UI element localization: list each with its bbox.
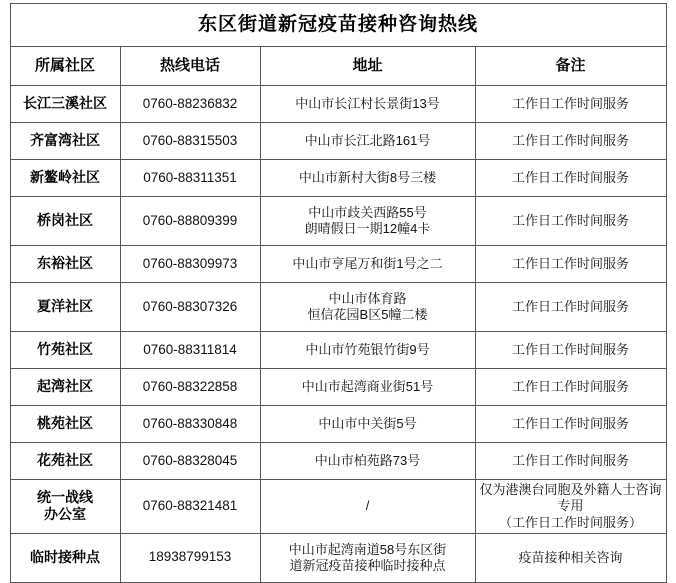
- cell-phone: 0760-88322858: [120, 369, 260, 406]
- address-line: 中山市起湾南道58号东区街: [288, 541, 447, 557]
- cell-community: 桥岗社区: [10, 197, 120, 246]
- column-header-phone: 热线电话: [120, 47, 260, 86]
- cell-address: [260, 123, 475, 160]
- cell-address: [260, 369, 475, 406]
- cell-remark: [475, 480, 666, 534]
- address-line: 中山市长江村长景街13号: [295, 95, 440, 111]
- cell-community: 长江三溪社区: [10, 86, 120, 123]
- address-line: 道新冠疫苗接种临时接种点: [289, 557, 446, 573]
- address-line: 中山市亨尾万和街1号之二: [292, 255, 443, 271]
- cell-community: 花苑社区: [10, 443, 120, 480]
- cell-remark: [475, 197, 666, 246]
- table-row: [10, 197, 666, 246]
- remark-line: 工作日工作时间服务: [512, 169, 630, 185]
- remark-line: 工作日工作时间服务: [512, 415, 630, 431]
- cell-address: [260, 283, 475, 332]
- cell-address: [260, 197, 475, 246]
- cell-phone: 0760-88236832: [120, 86, 260, 123]
- column-header-remark: 备注: [475, 47, 666, 86]
- cell-phone: 0760-88311351: [120, 160, 260, 197]
- hotline-table: [10, 3, 667, 583]
- address-line: 中山市长江北路161号: [304, 132, 431, 148]
- address-line: /: [365, 498, 370, 514]
- address-line: 中山市歧关西路55号: [308, 204, 427, 220]
- cell-address: [260, 533, 475, 582]
- cell-community: 起湾社区: [10, 369, 120, 406]
- address-line: 中山市竹苑银竹街9号: [305, 341, 430, 357]
- column-header-address: 地址: [260, 47, 475, 86]
- remark-line: 工作日工作时间服务: [512, 341, 630, 357]
- address-line: 中山市中关街5号: [318, 415, 417, 431]
- table-row: [10, 332, 666, 369]
- remark-line: 工作日工作时间服务: [512, 378, 630, 394]
- cell-community: 齐富湾社区: [10, 123, 120, 160]
- community-line: 办公室: [44, 506, 86, 523]
- cell-community: 新鳌岭社区: [10, 160, 120, 197]
- cell-community: [10, 480, 120, 534]
- cell-address: [260, 332, 475, 369]
- cell-remark: [475, 283, 666, 332]
- remark-line: 仅为港澳台同胞及外籍人士咨询专用: [479, 482, 662, 514]
- cell-community: 东裕社区: [10, 246, 120, 283]
- cell-phone: 0760-88311814: [120, 332, 260, 369]
- cell-phone: 0760-88330848: [120, 406, 260, 443]
- table-row: [10, 160, 666, 197]
- cell-phone: 0760-88309973: [120, 246, 260, 283]
- title-row: [10, 4, 666, 47]
- cell-address: [260, 480, 475, 534]
- cell-remark: [475, 443, 666, 480]
- table-row: [10, 406, 666, 443]
- cell-phone: 0760-88809399: [120, 197, 260, 246]
- cell-remark: [475, 406, 666, 443]
- cell-remark: [475, 533, 666, 582]
- remark-line: 工作日工作时间服务: [512, 132, 630, 148]
- remark-line: （工作日工作时间服务）: [499, 514, 643, 530]
- table-row: [10, 480, 666, 534]
- table-row: [10, 283, 666, 332]
- remark-line: 工作日工作时间服务: [512, 298, 630, 314]
- table-row: [10, 123, 666, 160]
- cell-remark: [475, 123, 666, 160]
- community-line: 统一战线: [37, 488, 93, 505]
- table-row: [10, 369, 666, 406]
- remark-line: 工作日工作时间服务: [512, 255, 630, 271]
- address-line: 中山市体育路: [328, 290, 407, 306]
- cell-community: 夏洋社区: [10, 283, 120, 332]
- address-line: 中山市新村大街8号三楼: [298, 169, 437, 185]
- remark-line: 工作日工作时间服务: [512, 95, 630, 111]
- cell-remark: [475, 160, 666, 197]
- address-line: 中山市起湾商业街51号: [301, 378, 434, 394]
- cell-remark: [475, 86, 666, 123]
- cell-phone: 18938799153: [120, 533, 260, 582]
- cell-phone: 0760-88307326: [120, 283, 260, 332]
- address-line: 恒信花园B区5幢二楼: [307, 307, 428, 322]
- table-row: [10, 443, 666, 480]
- document-title: 东区街道新冠疫苗接种咨询热线: [10, 4, 666, 47]
- cell-phone: 0760-88328045: [120, 443, 260, 480]
- cell-remark: [475, 246, 666, 283]
- cell-community: 桃苑社区: [10, 406, 120, 443]
- remark-line: 工作日工作时间服务: [512, 212, 630, 228]
- cell-remark: [475, 369, 666, 406]
- header-row: [10, 47, 666, 86]
- remark-line: 疫苗接种相关咨询: [518, 549, 623, 565]
- table-row: [10, 533, 666, 582]
- column-header-community: 所属社区: [10, 47, 120, 86]
- cell-address: [260, 86, 475, 123]
- cell-phone: 0760-88321481: [120, 480, 260, 534]
- address-line: 中山市柏苑路73号: [314, 452, 421, 468]
- cell-remark: [475, 332, 666, 369]
- cell-address: [260, 443, 475, 480]
- table-body: [10, 4, 666, 583]
- table-row: [10, 246, 666, 283]
- cell-address: [260, 406, 475, 443]
- cell-community: 竹苑社区: [10, 332, 120, 369]
- cell-address: [260, 160, 475, 197]
- remark-line: 工作日工作时间服务: [512, 452, 630, 468]
- address-line: 朗晴假日一期12幢4卡: [304, 221, 431, 236]
- cell-address: [260, 246, 475, 283]
- cell-community: 临时接种点: [10, 533, 120, 582]
- table-row: [10, 86, 666, 123]
- cell-phone: 0760-88315503: [120, 123, 260, 160]
